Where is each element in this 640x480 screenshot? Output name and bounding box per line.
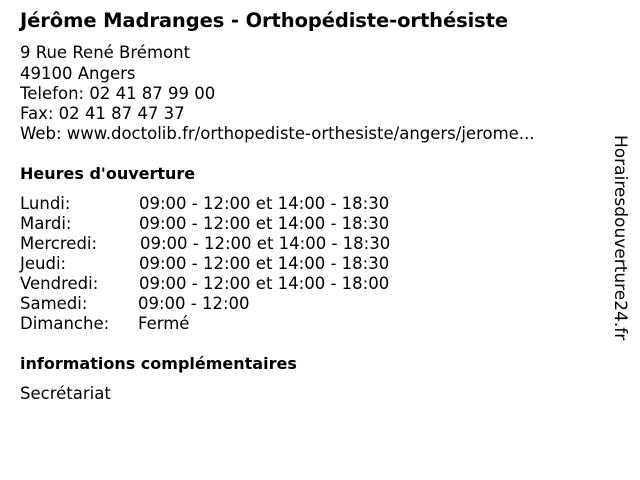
phone-number[interactable]: Telefon: 02 41 87 99 00 xyxy=(20,84,216,103)
address-city: 49100 Angers xyxy=(20,64,136,83)
hours-time-sunday: Fermé xyxy=(138,314,190,333)
fax-number: Fax: 02 41 87 47 37 xyxy=(20,104,185,123)
hours-time-monday: 09:00 - 12:00 et 14:00 - 18:30 xyxy=(139,194,390,213)
hours-time-friday: 09:00 - 12:00 et 14:00 - 18:00 xyxy=(139,274,390,293)
additional-info-text: Secrétariat xyxy=(20,384,111,403)
hours-time-saturday: 09:00 - 12:00 xyxy=(138,294,250,313)
hours-day-thursday: Jeudi: xyxy=(20,254,67,273)
address-street: 9 Rue René Brémont xyxy=(20,43,191,62)
hours-time-wednesday: 09:00 - 12:00 et 14:00 - 18:30 xyxy=(140,234,391,253)
hours-day-friday: Vendredi: xyxy=(20,274,99,293)
hours-day-monday: Lundi: xyxy=(20,194,71,213)
additional-info-heading: informations complémentaires xyxy=(20,354,297,373)
hours-time-thursday: 09:00 - 12:00 et 14:00 - 18:30 xyxy=(139,254,390,273)
page-title: Jérôme Madranges - Orthopédiste-orthésiste xyxy=(20,9,509,32)
website-link[interactable]: Web: www.doctolib.fr/orthopediste-orthesiste/angers/jerome... xyxy=(20,124,535,143)
hours-day-sunday: Dimanche: xyxy=(20,314,110,333)
hours-day-saturday: Samedi: xyxy=(20,294,88,313)
hours-day-tuesday: Mardi: xyxy=(20,214,72,233)
hours-day-wednesday: Mercredi: xyxy=(20,234,98,253)
opening-hours-heading: Heures d'ouverture xyxy=(20,164,196,183)
site-watermark[interactable]: Horairesdouverture24.fr xyxy=(610,135,630,341)
hours-time-tuesday: 09:00 - 12:00 et 14:00 - 18:30 xyxy=(139,214,390,233)
